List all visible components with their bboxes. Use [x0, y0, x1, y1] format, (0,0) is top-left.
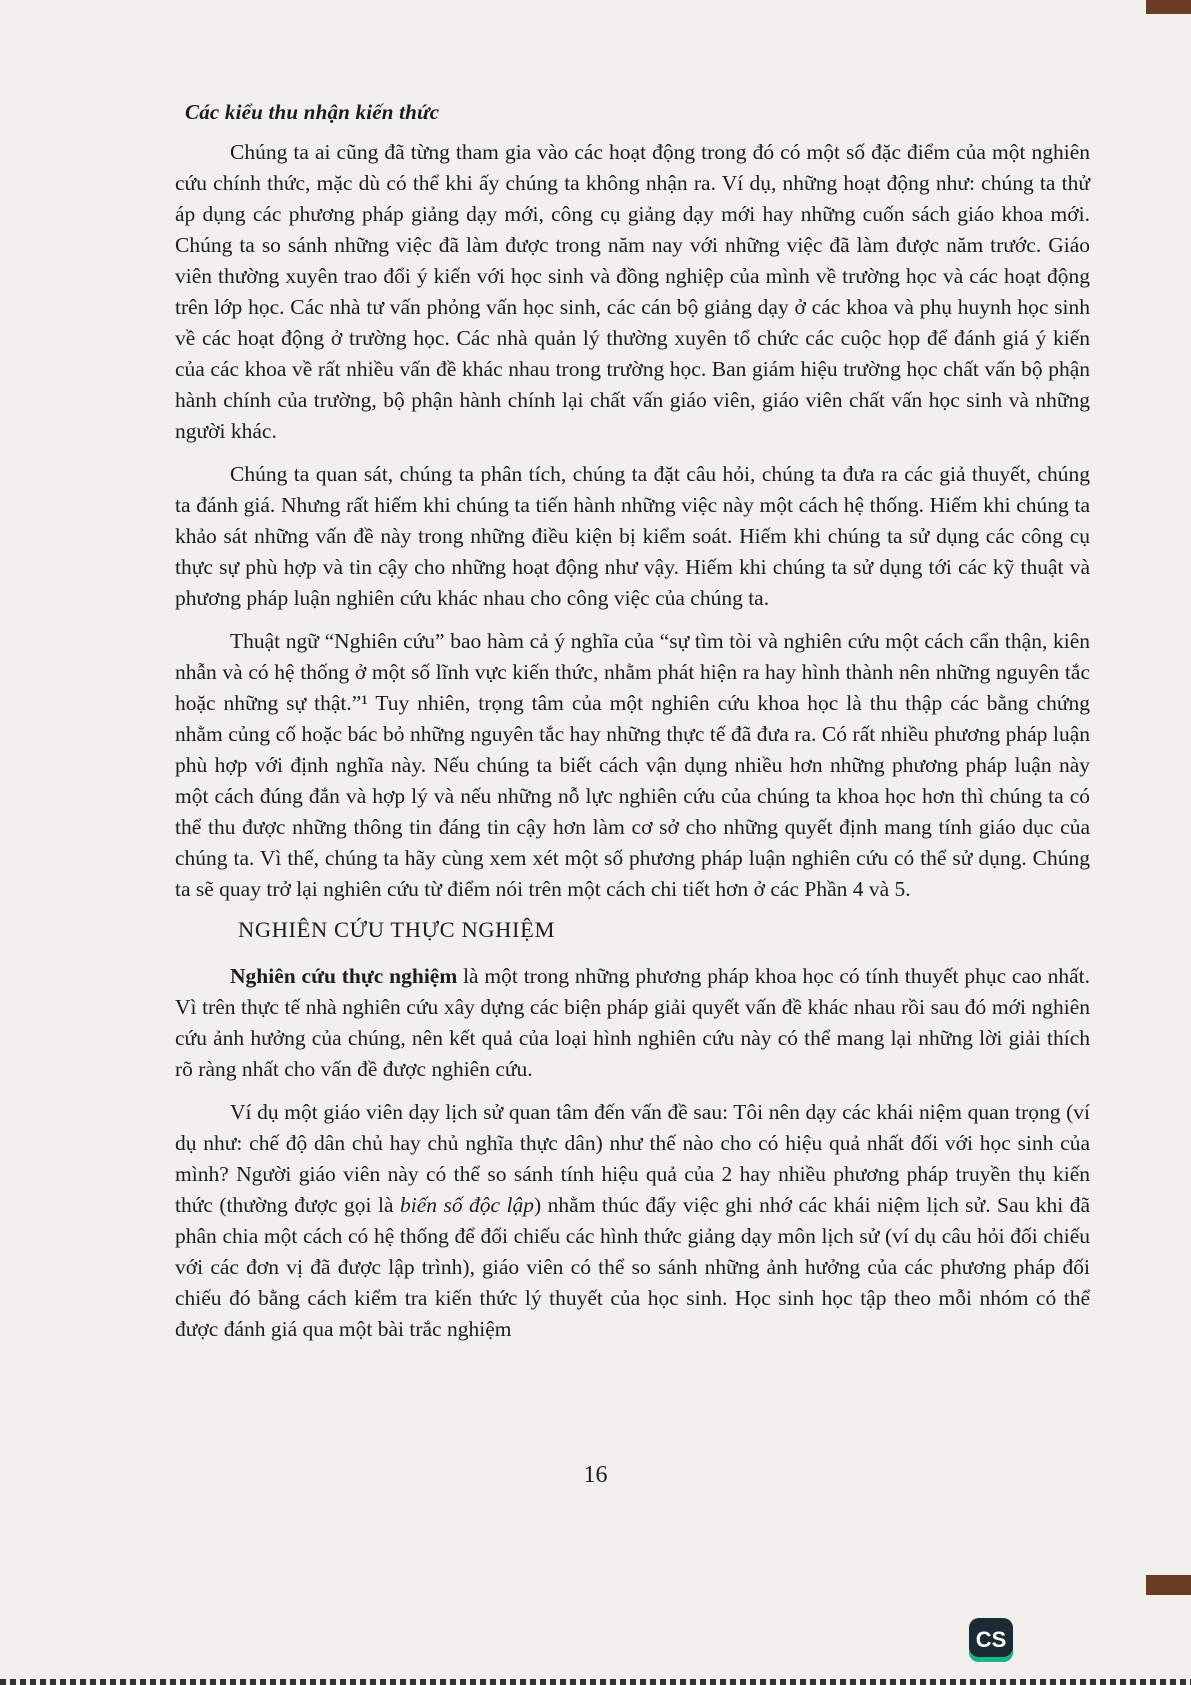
example-italic-term: biến số độc lập	[399, 1193, 535, 1217]
example-part1: Ví dụ một giáo viên dạy lịch sử quan tâm đến vấn đề sau: Tôi nên dạy các khái niệm quan trọng (ví dụ như: chế độ dân chủ hay chủ nghĩa thực dân) như thế nào cho có hiệu quả nhất đối với học sinh của mình? Người giáo viên này có thể so sánh tính hiệu quả của 2 hay nhiều phương pháp truyền thụ kiến thức (thường được gọi là	[175, 1100, 1090, 1217]
page-content	[175, 100, 1090, 1357]
page-edge-mark-bottom	[1146, 1575, 1191, 1595]
section-paragraph-rest: là một trong những phương pháp khoa học có tính thuyết phục cao nhất. Vì trên thực tế nhà nghiên cứu xây dựng các biện pháp giải quyết vấn đề khác nhau rồi sau đó mới nghiên cứu ảnh hưởng của chúng, nên kết quả của loại hình nghiên cứu này có thể mang lại những lời giải thích rõ ràng nhất cho vấn đề được nghiên cứu.	[175, 964, 1090, 1081]
example-part2: ) nhằm thúc đẩy việc ghi nhớ các khái niệm lịch sử. Sau khi đã phân chia một cách có hệ thống để đối chiếu các hình thức giảng dạy môn lịch sử (ví dụ câu hỏi đối chiếu với các đơn vị đã được lập trình), giáo viên có thể so sánh những ảnh hưởng của các phương pháp đối chiếu đó bằng cách kiểm tra kiến thức lý thuyết của học sinh. Học sinh học tập theo mỗi nhóm có thể được đánh giá qua một bài trắc nghiệm	[175, 1193, 1090, 1341]
section-paragraph	[175, 961, 1090, 1085]
example-paragraph	[175, 1097, 1090, 1345]
bottom-scan-strip	[0, 1679, 1191, 1685]
paragraph-1: Chúng ta ai cũng đã từng tham gia vào các hoạt động trong đó có một số đặc điểm của một nghiên cứu chính thức, mặc dù có thể khi ấy chúng ta không nhận ra. Ví dụ, những hoạt động như: chúng ta thử áp dụng các phương pháp giảng dạy mới, công cụ giảng dạy mới hay những cuốn sách giáo khoa mới. Chúng ta so sánh những việc đã làm được trong năm nay với những việc đã làm được năm trước. Giáo viên thường xuyên trao đổi ý kiến với học sinh và đồng nghiệp của mình về trường học và các hoạt động trên lớp học. Các nhà tư vấn phỏng vấn học sinh, các cán bộ giảng dạy ở các khoa và phụ huynh học sinh về các hoạt động ở trường học. Các nhà quản lý thường xuyên tổ chức các cuộc họp để đánh giá ý kiến của các khoa về rất nhiều vấn đề khác nhau trong trường học. Ban giám hiệu trường học chất vấn bộ phận hành chính của trường, bộ phận hành chính lại chất vấn giáo viên, giáo viên chất vấn học sinh và những người khác.	[175, 140, 1090, 443]
page-number: 16	[583, 1462, 608, 1488]
section-heading: NGHIÊN CỨU THỰC NGHIỆM	[238, 917, 556, 942]
paragraph-2: Chúng ta quan sát, chúng ta phân tích, chúng ta đặt câu hỏi, chúng ta đưa ra các giả thuyết, chúng ta đánh giá. Nhưng rất hiếm khi chúng ta tiến hành những việc này một cách hệ thống. Hiếm khi chúng ta khảo sát những vấn đề này trong những điều kiện bị kiểm soát. Hiếm khi chúng ta sử dụng các công cụ thực sự phù hợp và tin cậy cho những hoạt động như vậy. Hiếm khi chúng ta sử dụng tới các kỹ thuật và phương pháp luận nghiên cứu khác nhau cho công việc của chúng ta.	[175, 462, 1090, 610]
camscanner-badge[interactable]: CS	[969, 1618, 1013, 1662]
subtitle: Các kiểu thu nhận kiến thức	[185, 100, 440, 124]
section-paragraph-lead: Nghiên cứu thực nghiệm	[230, 964, 458, 988]
paragraph-3: Thuật ngữ “Nghiên cứu” bao hàm cả ý nghĩa của “sự tìm tòi và nghiên cứu một cách cẩn thận, kiên nhẫn và có hệ thống ở một số lĩnh vực kiến thức, nhằm phát hiện ra hay hình thành nên những nguyên tắc hoặc những sự thật.”¹ Tuy nhiên, trọng tâm của một nghiên cứu khoa học là thu thập các bằng chứng nhằm củng cố hoặc bác bỏ những nguyên tắc hay những thực tế đã đưa ra. Có rất nhiều phương pháp luận phù hợp với định nghĩa này. Nếu chúng ta biết cách vận dụng nhiều hơn những phương pháp luận này một cách đúng đắn và hợp lý và nếu những nỗ lực nghiên cứu của chúng ta khoa học hơn thì chúng ta có thể thu được những thông tin đáng tin cậy hơn làm cơ sở cho những quyết định mang tính giáo dục của chúng ta. Vì thế, chúng ta hãy cùng xem xét một số phương pháp luận nghiên cứu có thể sử dụng. Chúng ta sẽ quay trở lại nghiên cứu từ điểm nói trên một cách chi tiết hơn ở các Phần 4 và 5.	[175, 629, 1090, 901]
page-edge-mark-top	[1146, 0, 1191, 14]
